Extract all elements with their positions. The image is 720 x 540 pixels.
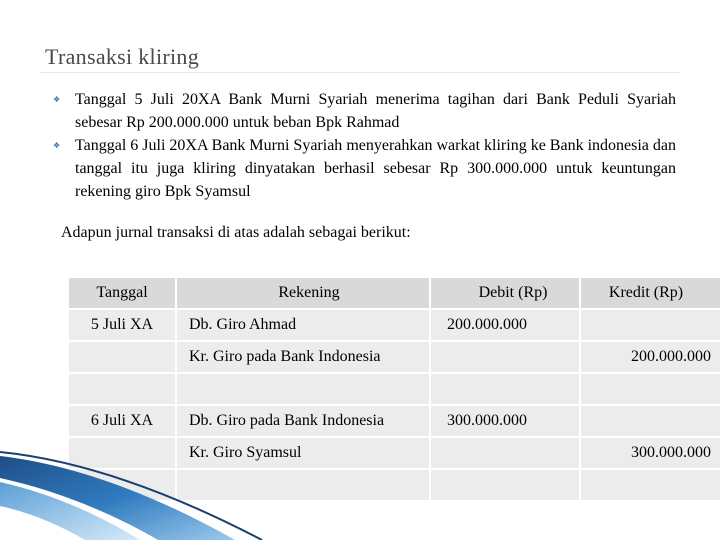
bullet-item [50, 134, 676, 203]
cell-debit [430, 469, 580, 501]
cell-debit: 200.000.000 [430, 309, 580, 341]
bullet-icon: ❖ [53, 141, 61, 150]
cell-account: Kr. Giro pada Bank Indonesia [176, 341, 430, 373]
bullet-text: Tanggal 5 Juli 20XA Bank Murni Syariah menerima tagihan dari Bank Peduli Syariah sebesar Rp 200.000.000 untuk beban Bpk Rahmad [75, 91, 676, 131]
cell-credit [580, 469, 720, 501]
header-date: Tanggal [68, 277, 176, 309]
cell-date [68, 341, 176, 373]
header-account: Rekening [176, 277, 430, 309]
bullet-icon: ❖ [53, 95, 61, 104]
bullet-text: Tanggal 6 Juli 20XA Bank Murni Syariah menyerahkan warkat kliring ke Bank indonesia dan tanggal itu juga kliring dinyatakan berhasil sebesar Rp 300.000.000 untuk keuntungan rekening giro Bpk Syamsul [75, 137, 676, 200]
cell-account: Kr. Giro Syamsul [176, 437, 430, 469]
cell-debit [430, 437, 580, 469]
cell-credit: 200.000.000 [580, 341, 720, 373]
header-credit: Kredit (Rp) [580, 277, 720, 309]
cell-credit: 300.000.000 [580, 437, 720, 469]
cell-credit [580, 373, 720, 405]
table-row [68, 405, 720, 437]
header-debit: Debit (Rp) [430, 277, 580, 309]
table-row [68, 373, 720, 405]
cell-debit [430, 373, 580, 405]
bullet-item [50, 88, 676, 134]
cell-account [176, 373, 430, 405]
cell-credit [580, 309, 720, 341]
cell-account: Db. Giro Ahmad [176, 309, 430, 341]
title-divider [40, 72, 680, 73]
cell-credit [580, 405, 720, 437]
cell-date [68, 373, 176, 405]
decorative-swoosh [0, 448, 300, 540]
journal-intro: Adapun jurnal transaksi di atas adalah sebagai berikut: [61, 224, 411, 241]
cell-debit: 300.000.000 [430, 405, 580, 437]
cell-account: Db. Giro pada Bank Indonesia [176, 405, 430, 437]
cell-date: 6 Juli XA [68, 405, 176, 437]
bullet-list [50, 88, 676, 203]
table-row [68, 309, 720, 341]
cell-debit [430, 341, 580, 373]
table-row [68, 341, 720, 373]
slide-title: Transaksi kliring [45, 44, 200, 69]
cell-date: 5 Juli XA [68, 309, 176, 341]
table-header-row [68, 277, 720, 309]
